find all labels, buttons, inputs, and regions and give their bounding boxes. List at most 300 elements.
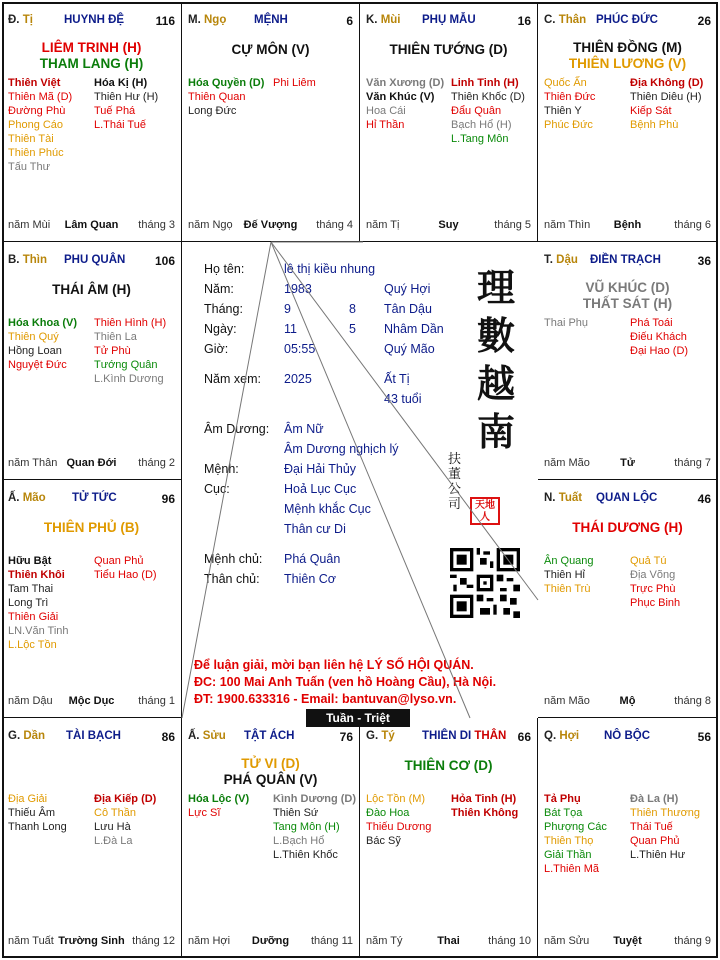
minor-star: Bác Sỹ xyxy=(366,835,401,847)
info-can-chi: 43 tuổi xyxy=(384,392,422,406)
palace-age: 86 xyxy=(161,730,175,744)
palace-footer xyxy=(188,219,353,233)
stem-branch xyxy=(8,254,47,266)
palace-label: NÔ BỘC xyxy=(604,730,650,742)
main-star: THIÊN CƠ (D) xyxy=(404,758,493,773)
minor-star: Hỉ Thần xyxy=(366,119,405,131)
info-can-chi: Ất Tị xyxy=(384,372,410,386)
info-can-chi: Quý Mão xyxy=(384,342,435,356)
minor-star: Thiên Hư (H) xyxy=(94,91,159,103)
minor-star: Thiên Đức xyxy=(544,91,596,103)
minor-stars-right xyxy=(273,792,356,862)
minor-star: Phượng Các xyxy=(544,821,607,833)
minor-star: L.Lộc Tồn xyxy=(8,639,57,651)
minor-star: Thiên Mã (D) xyxy=(8,91,73,103)
minor-star: Thiên Thọ xyxy=(544,835,594,847)
minor-star: Trực Phù xyxy=(630,583,676,595)
main-star: THIÊN LƯƠNG (V) xyxy=(568,56,687,71)
minor-star: Lực Sĩ xyxy=(188,807,221,819)
stem-branch xyxy=(8,14,33,26)
contact-line: Để luận giải, mời bạn liên hệ LÝ SỐ HỘI QUÁN. xyxy=(194,658,474,672)
annual-year: năm Tị xyxy=(366,219,400,231)
palace-footer xyxy=(366,935,531,949)
minor-stars-left xyxy=(8,76,72,174)
minor-star: Lưu Hà xyxy=(94,821,131,833)
minor-star: Bạch Hổ (H) xyxy=(451,119,512,131)
minor-star: Đà La (H) xyxy=(630,793,679,805)
minor-stars-right xyxy=(451,76,525,146)
palace-label: MỆNH xyxy=(254,14,288,26)
minor-star: Thai Phụ xyxy=(544,317,589,329)
minor-stars-right xyxy=(273,76,316,90)
minor-stars-right xyxy=(630,316,688,358)
info-value: Âm Dương nghịch lý xyxy=(284,442,399,456)
annual-year: năm Mùi xyxy=(8,219,51,231)
minor-stars-right xyxy=(451,792,518,820)
palace-name xyxy=(66,730,121,742)
earthly-branch: Dậu xyxy=(556,254,578,266)
truong-sinh: Quan Đới xyxy=(66,457,117,469)
main-star: LIÊM TRINH (H) xyxy=(41,40,142,55)
minor-star: Thiên Sứ xyxy=(273,807,319,819)
palace-cell-tuat[interactable] xyxy=(538,480,718,718)
minor-stars-left xyxy=(544,792,607,876)
earthly-branch: Sửu xyxy=(202,730,226,742)
palace-label: PHÚC ĐỨC xyxy=(596,14,658,26)
earthly-branch: Hợi xyxy=(559,730,580,742)
truong-sinh: Mộc Dục xyxy=(68,695,115,707)
heavenly-stem: Đ. xyxy=(8,14,20,26)
palace-name xyxy=(596,14,658,26)
minor-star: Giải Thần xyxy=(544,849,592,861)
minor-star: L.Thái Tuế xyxy=(94,119,146,131)
palace-cell-mao[interactable] xyxy=(2,480,182,718)
minor-stars-left xyxy=(8,792,67,834)
truong-sinh: Tuyệt xyxy=(613,935,642,947)
heavenly-stem: C. xyxy=(544,14,556,26)
contact-address: ĐC: 100 Mai Anh Tuấn (ven hồ Hoàng Cầu), Hà Nội. xyxy=(194,675,497,689)
annual-year: năm Tý xyxy=(366,935,403,947)
main-star: PHÁ QUÂN (V) xyxy=(223,772,318,787)
minor-star: Lộc Tồn (M) xyxy=(366,793,426,805)
palace-name xyxy=(422,14,476,26)
minor-star: Đào Hoa xyxy=(366,807,410,819)
contact-phone-email[interactable]: ĐT: 1900.633316 - Email: bantuvan@lyso.vn. xyxy=(194,692,457,706)
annual-year: năm Mão xyxy=(544,695,590,707)
main-star: THÁI ÂM (H) xyxy=(52,282,131,297)
palace-name xyxy=(604,730,650,742)
minor-stars-right xyxy=(94,76,158,132)
minor-star: Thiên Tài xyxy=(8,133,54,145)
info-label: Cục: xyxy=(204,482,230,496)
palace-cell-dan[interactable] xyxy=(2,718,182,958)
info-value: 9 xyxy=(284,302,291,316)
minor-star: Thiên Thương xyxy=(630,807,701,819)
palace-footer xyxy=(8,695,175,709)
minor-star: Cô Thần xyxy=(94,807,136,819)
info-value: 1983 xyxy=(284,282,312,296)
palace-cell-thin[interactable] xyxy=(2,242,182,480)
annual-year: năm Tuất xyxy=(8,935,54,947)
annual-year: năm Ngọ xyxy=(188,219,233,231)
annual-year: năm Dậu xyxy=(8,695,53,707)
heavenly-stem: Ấ. xyxy=(8,492,20,504)
minor-stars-left xyxy=(188,792,249,820)
minor-stars-left xyxy=(8,554,69,652)
minor-star: L.Kình Dương xyxy=(94,373,164,385)
minor-star: Thiên Giải xyxy=(8,611,59,623)
truong-sinh: Bệnh xyxy=(613,219,642,231)
info-value: Đại Hải Thủy xyxy=(284,462,357,476)
heavenly-stem: M. xyxy=(188,14,201,26)
minor-star: Thiên Phúc xyxy=(8,147,64,159)
palace-name xyxy=(590,254,661,266)
minor-star: Đường Phù xyxy=(8,105,66,117)
earthly-branch: Dần xyxy=(23,730,46,742)
minor-stars-right xyxy=(94,792,156,848)
earthly-branch: Thìn xyxy=(22,254,47,266)
palace-label: PHỤ MẪU xyxy=(422,14,476,26)
info-value: Thân cư Di xyxy=(284,522,346,536)
minor-stars-right xyxy=(94,316,166,386)
info-value: Phá Quân xyxy=(284,552,341,566)
annual-year: năm Thìn xyxy=(544,219,591,231)
minor-star: Thiên Khôi xyxy=(8,569,65,581)
minor-star: Điếu Khách xyxy=(630,331,687,343)
palace-name xyxy=(64,254,125,266)
earthly-branch: Thân xyxy=(558,14,587,26)
truong-sinh: Thai xyxy=(437,935,460,947)
minor-star: Địa Giải xyxy=(8,793,48,805)
main-star: THIÊN TƯỚNG (D) xyxy=(389,42,508,57)
minor-star: Thiên Hình (H) xyxy=(94,317,167,329)
info-lunar-value: 8 xyxy=(349,302,356,316)
info-label: Mệnh: xyxy=(204,462,239,476)
palace-name xyxy=(72,492,117,504)
monthly-limit: tháng 3 xyxy=(138,219,175,231)
palace-age: 66 xyxy=(517,730,531,744)
calligraphy-char: 理 xyxy=(476,265,515,310)
info-label: Mệnh chủ: xyxy=(204,552,263,566)
info-value: Thiên Cơ xyxy=(284,572,336,586)
minor-star: Thiên Hỉ xyxy=(544,569,585,581)
minor-star: LN.Văn Tinh xyxy=(8,625,69,637)
minor-star: Phúc Đức xyxy=(544,119,593,131)
minor-star: L.Thiên Hư xyxy=(630,849,686,861)
info-label: Ngày: xyxy=(204,322,237,336)
main-star: THAM LANG (H) xyxy=(39,56,144,71)
minor-star: Thiên Khốc (D) xyxy=(451,91,525,103)
minor-stars-left xyxy=(8,316,77,372)
monthly-limit: tháng 4 xyxy=(316,219,353,231)
info-value: 05:55 xyxy=(284,342,316,356)
annual-year: năm Hợi xyxy=(188,935,231,947)
info-label: Năm: xyxy=(204,282,234,296)
palace-footer xyxy=(8,935,175,949)
info-value: 11 xyxy=(284,322,297,336)
palace-age: 26 xyxy=(697,14,711,28)
minor-star: Quốc Ấn xyxy=(544,77,587,89)
minor-stars-right xyxy=(630,76,703,132)
palace-label: PHU QUÂN xyxy=(64,254,126,266)
palace-label: QUAN LỘC xyxy=(596,492,658,504)
minor-star: Phong Cáo xyxy=(8,119,64,131)
stem-branch xyxy=(366,730,395,742)
minor-stars-left xyxy=(544,316,588,330)
minor-star: Hóa Lộc (V) xyxy=(188,793,250,805)
minor-star: Tấu Thư xyxy=(8,161,51,173)
earthly-branch: Mùi xyxy=(380,14,401,26)
minor-star: Hóa Kị (H) xyxy=(94,77,148,89)
palace-cell-hoi[interactable] xyxy=(538,718,718,958)
calligraphy-title xyxy=(468,264,524,456)
minor-star: L.Thiên Khốc xyxy=(273,849,338,861)
palace-footer xyxy=(366,219,531,233)
earthly-branch: Ngọ xyxy=(203,14,227,26)
minor-stars-right xyxy=(630,792,700,862)
main-star: THÁI DƯƠNG (H) xyxy=(572,520,683,535)
earthly-branch: Tý xyxy=(381,730,395,742)
info-value: Âm Nữ xyxy=(284,422,324,436)
minor-star: Địa Võng xyxy=(630,569,676,581)
monthly-limit: tháng 2 xyxy=(138,457,175,469)
palace-cell-dau[interactable] xyxy=(538,242,718,480)
truong-sinh: Trường Sinh xyxy=(58,935,125,947)
palace-age: 16 xyxy=(517,14,531,28)
palace-cell-ty[interactable] xyxy=(360,718,538,958)
heavenly-stem: K. xyxy=(366,14,378,26)
minor-star: Văn Xương (D) xyxy=(366,77,445,89)
info-label: Giờ: xyxy=(204,342,229,356)
minor-stars-left xyxy=(366,792,431,848)
minor-star: Thiên Y xyxy=(544,105,582,117)
minor-star: Tử Phù xyxy=(94,345,131,357)
palace-label: TÀI BẠCH xyxy=(66,730,121,742)
main-star: TỬ VI (D) xyxy=(241,756,300,771)
palace-age: 46 xyxy=(697,492,711,506)
truong-sinh: Tử xyxy=(620,457,635,469)
minor-star: L.Bạch Hổ xyxy=(273,835,325,847)
minor-star: Thiên Việt xyxy=(8,77,61,89)
minor-star: Bát Tọa xyxy=(544,807,583,819)
minor-star: Thiên Trù xyxy=(544,583,591,595)
minor-star: Tang Môn (H) xyxy=(273,821,340,833)
palace-age: 96 xyxy=(161,492,175,506)
annual-year: năm Sửu xyxy=(544,935,590,947)
stem-branch xyxy=(544,730,579,742)
monthly-limit: tháng 8 xyxy=(674,695,711,707)
minor-star: Thanh Long xyxy=(8,821,67,833)
truong-sinh: Dưỡng xyxy=(251,935,290,947)
heavenly-stem: G. xyxy=(366,730,379,742)
earthly-branch: Tị xyxy=(22,14,33,26)
minor-star: Nguyệt Đức xyxy=(8,359,67,371)
palace-label: THIÊN DI xyxy=(422,730,472,742)
heavenly-stem: Q. xyxy=(544,730,557,742)
minor-star: Hữu Bật xyxy=(8,555,52,567)
minor-star: Hóa Quyền (D) xyxy=(188,77,265,89)
minor-star: L.Tang Môn xyxy=(451,133,509,145)
minor-star: L.Thiên Mã xyxy=(544,863,600,875)
palace-cell-ti[interactable] xyxy=(2,2,182,242)
palace-age: 36 xyxy=(697,254,711,268)
monthly-limit: tháng 9 xyxy=(674,935,711,947)
minor-star: Phi Liêm xyxy=(273,77,316,89)
info-value: Hoả Lục Cục xyxy=(284,482,357,496)
palace-footer xyxy=(544,935,711,949)
palace-label: HUYNH ĐỆ xyxy=(64,14,125,26)
truong-sinh: Suy xyxy=(438,219,459,231)
minor-star: Quan Phủ xyxy=(630,835,680,847)
palace-name xyxy=(596,492,657,504)
calligraphy-char: 數 xyxy=(476,313,515,358)
minor-star: Ân Quang xyxy=(544,555,594,567)
minor-stars-left xyxy=(366,76,444,132)
heavenly-stem: Ấ. xyxy=(188,730,200,742)
minor-star: Tuế Phá xyxy=(94,105,136,117)
monthly-limit: tháng 1 xyxy=(138,695,175,707)
red-seal-stamp: 天地人 xyxy=(470,497,500,525)
info-lunar-value: 5 xyxy=(349,322,356,336)
stem-branch xyxy=(366,14,401,26)
palace-label: ĐIỀN TRẠCH xyxy=(590,254,661,266)
truong-sinh: Mộ xyxy=(619,695,636,707)
minor-star: Phá Toái xyxy=(630,317,673,329)
info-can-chi: Nhâm Dần xyxy=(384,322,444,336)
palace-cell-ngo[interactable] xyxy=(182,2,360,242)
info-value: 2025 xyxy=(284,372,312,386)
minor-star: Bệnh Phù xyxy=(630,119,679,131)
info-can-chi: Tân Dậu xyxy=(384,302,432,316)
minor-star: Thiên Quý xyxy=(8,331,59,343)
minor-stars-left xyxy=(544,76,595,132)
monthly-limit: tháng 11 xyxy=(310,935,353,947)
palace-footer xyxy=(8,219,175,233)
minor-star: Quả Tú xyxy=(630,555,667,567)
minor-star: Linh Tinh (H) xyxy=(451,77,519,89)
palace-cell-suu[interactable] xyxy=(182,718,360,958)
truong-sinh: Đế Vượng xyxy=(243,219,298,231)
main-star: THIÊN ĐỒNG (M) xyxy=(573,40,682,55)
minor-star: Kình Dương (D) xyxy=(273,793,356,805)
main-star: THẤT SÁT (H) xyxy=(582,296,673,311)
monthly-limit: tháng 5 xyxy=(494,219,531,231)
main-star: VŨ KHÚC (D) xyxy=(585,280,670,295)
minor-star: Long Đức xyxy=(188,105,237,117)
palace-label: TẬT ÁCH xyxy=(244,730,295,742)
palace-name xyxy=(64,14,124,26)
monthly-limit: tháng 12 xyxy=(132,935,175,947)
palace-cell-than[interactable] xyxy=(538,2,718,242)
palace-label: TỬ TỨC xyxy=(72,492,117,504)
earthly-branch: Tuất xyxy=(558,492,583,504)
heavenly-stem: T. xyxy=(544,254,553,266)
minor-star: Đại Hao (D) xyxy=(630,345,689,357)
center-info-panel xyxy=(182,242,538,718)
minor-stars-left xyxy=(188,76,264,118)
palace-name xyxy=(244,730,294,742)
sub-calligraphy: 扶董公司 xyxy=(448,452,462,512)
info-label: Tháng: xyxy=(204,302,243,316)
minor-star: Thiên Không xyxy=(451,807,519,819)
palace-name xyxy=(422,730,506,742)
calligraphy-char: 越 xyxy=(476,361,515,406)
palace-footer xyxy=(544,457,711,471)
palace-name xyxy=(254,14,288,26)
minor-star: Thái Tuế xyxy=(630,821,673,833)
minor-star: Thiên Diêu (H) xyxy=(630,91,702,103)
minor-star: Quan Phủ xyxy=(94,555,144,567)
main-star: CỰ MÔN (V) xyxy=(231,42,310,57)
monthly-limit: tháng 10 xyxy=(488,935,531,947)
annual-year: năm Thân xyxy=(8,457,58,469)
stem-branch xyxy=(544,254,578,266)
minor-star: Kiếp Sát xyxy=(630,105,672,117)
annual-year: năm Mão xyxy=(544,457,590,469)
minor-star: Long Trì xyxy=(8,597,49,609)
main-star: THIÊN PHỦ (B) xyxy=(43,520,140,535)
minor-star: Hoa Cái xyxy=(366,105,406,117)
info-label: Năm xem: xyxy=(204,372,261,386)
stem-branch xyxy=(544,14,586,26)
minor-star: Thiếu Âm xyxy=(8,807,56,819)
minor-star: Địa Kiếp (D) xyxy=(94,793,157,805)
palace-footer xyxy=(544,695,711,709)
minor-star: Thiên La xyxy=(94,331,137,343)
heavenly-stem: N. xyxy=(544,492,556,504)
tuan-triet-badge: Tuần - Triệt xyxy=(306,709,410,727)
heavenly-stem: G. xyxy=(8,730,21,742)
palace-footer xyxy=(544,219,711,233)
calligraphy-char: 南 xyxy=(476,409,515,454)
info-can-chi: Quý Hợi xyxy=(384,282,431,296)
truong-sinh: Lâm Quan xyxy=(64,219,119,231)
info-value: Mệnh khắc Cục xyxy=(284,502,371,516)
palace-cell-mui[interactable] xyxy=(360,2,538,242)
than-marker: THÂN xyxy=(474,730,507,742)
minor-star: Tiểu Hao (D) xyxy=(94,569,157,581)
palace-footer xyxy=(8,457,175,471)
minor-star: Hồng Loan xyxy=(8,345,62,357)
stem-branch xyxy=(188,14,226,26)
earthly-branch: Mão xyxy=(22,492,46,504)
info-label: Họ tên: xyxy=(204,262,245,276)
minor-star: Thiếu Dương xyxy=(366,821,432,833)
minor-star: Hỏa Tinh (H) xyxy=(451,793,517,805)
minor-star: L.Đà La xyxy=(94,835,133,847)
info-label: Âm Dương: xyxy=(204,422,270,436)
palace-age: 56 xyxy=(697,730,711,744)
minor-star: Đẩu Quân xyxy=(451,105,502,117)
monthly-limit: tháng 7 xyxy=(674,457,711,469)
minor-stars-right xyxy=(94,554,157,582)
minor-stars-right xyxy=(630,554,680,610)
stem-branch xyxy=(8,730,45,742)
info-label: Thân chủ: xyxy=(204,572,260,586)
minor-star: Hóa Khoa (V) xyxy=(8,317,78,329)
minor-star: Tướng Quân xyxy=(94,359,158,371)
palace-age: 76 xyxy=(339,730,353,744)
minor-star: Văn Khúc (V) xyxy=(366,91,435,103)
minor-star: Tam Thai xyxy=(8,583,54,595)
stem-branch xyxy=(188,730,226,742)
stem-branch xyxy=(544,492,582,504)
palace-footer xyxy=(188,935,353,949)
minor-star: Phục Binh xyxy=(630,597,681,609)
minor-star: Tả Phụ xyxy=(544,793,581,805)
qr-code-icon[interactable] xyxy=(450,548,520,618)
heavenly-stem: B. xyxy=(8,254,20,266)
